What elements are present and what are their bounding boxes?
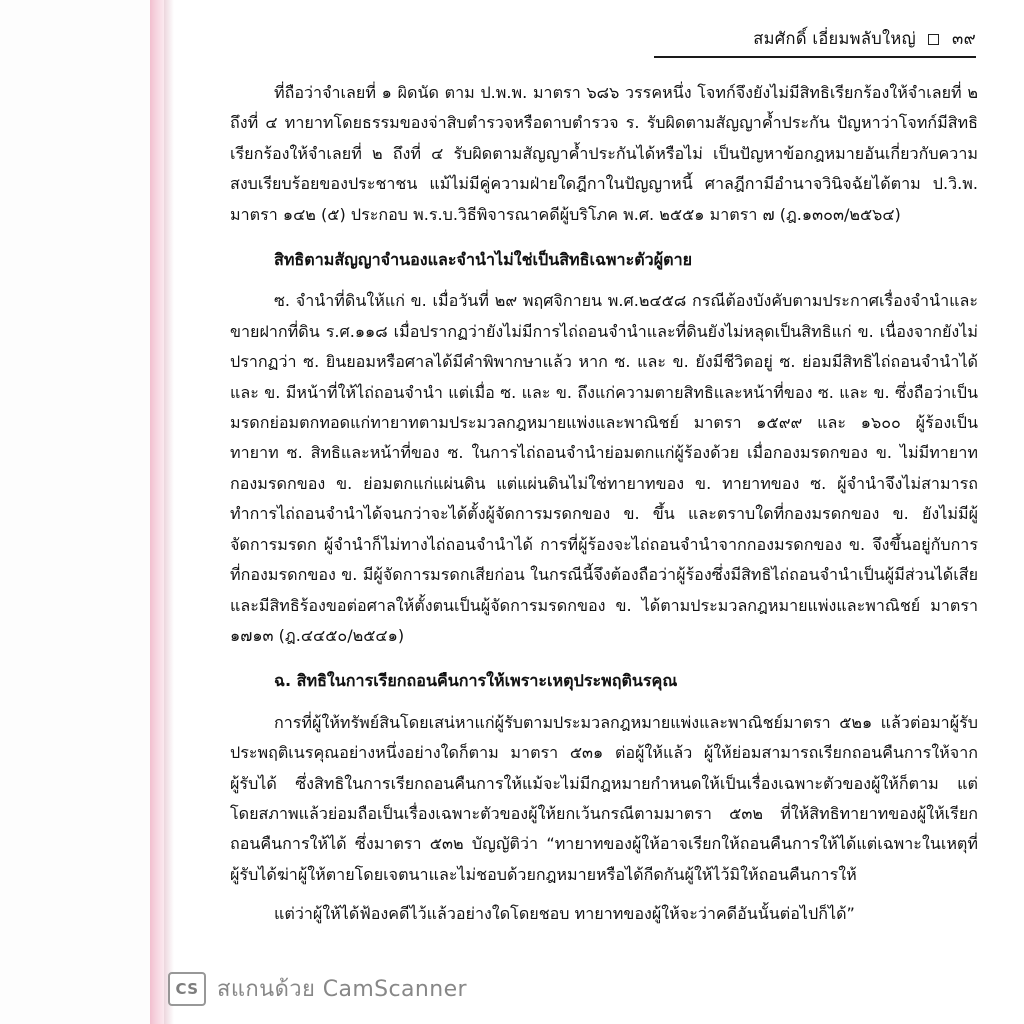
- camscanner-watermark: [168, 971, 467, 1006]
- square-bullet-icon: [928, 34, 939, 45]
- paragraph: การที่ผู้ให้ทรัพย์สินโดยเสน่หาแก่ผู้รับตามประมวลกฎหมายแพ่งและพาณิชย์มาตรา ๕๒๑ แล้วต่อมาผู้รับประพฤติเนรคุณอย่างหนึ่งอย่างใดก็ตาม มาตรา ๕๓๑ ต่อผู้ให้แล้ว ผู้ให้ย่อมสามารถเรียกถอนคืนการให้จากผู้รับได้ ซึ่งสิทธิในการเรียกถอนคืนการให้แม้จะไม่มีกฎหมายกำหนดให้เป็นเรื่องเฉพาะตัวของผู้ให้ก็ตาม แต่โดยสภาพแล้วย่อมถือเป็นเรื่องเฉพาะตัวของผู้ให้ยกเว้นกรณีตามมาตรา ๕๓๒ ที่ให้สิทธิทายาทของผู้ให้เรียกถอนคืนการให้ได้ ซึ่งมาตรา ๕๓๒ บัญญัติว่า “ทายาทของผู้ให้อาจเรียกให้ถอนคืนการให้ได้แต่เฉพาะในเหตุที่ผู้รับได้ฆ่าผู้ให้ตายโดยเจตนาและไม่ชอบด้วยกฎหมายหรือได้กีดกันผู้ให้ไว้มิให้ถอนคืนการให้: [230, 712, 978, 884]
- spacer: [230, 651, 978, 660]
- camscanner-label: สแกนด้วย CamScanner: [217, 977, 467, 1002]
- page-body: [230, 78, 978, 930]
- paragraph: ที่ถือว่าจำเลยที่ ๑ ผิดนัด ตาม ป.พ.พ. มาตรา ๖๘๖ วรรคหนึ่ง โจทก์จึงยังไม่มีสิทธิเรียกร้องให้จำเลยที่ ๒ ถึงที่ ๔ ทายาทโดยธรรมของจ่าสิบตำรวจหรือดาบตำรวจ ร. รับผิดตามสัญญาค้ำประกัน ปัญหาว่าโจทก์มีสิทธิเรียกร้องให้จำเลยที่ ๒ ถึงที่ ๔ รับผิดตามสัญญาค้ำประกันได้หรือไม่ เป็นปัญหาข้อกฎหมายอันเกี่ยวกับความสงบเรียบร้อยของประชาชน แม้ไม่มีคู่ความฝ่ายใดฎีกาในปัญญาหนี้ ศาลฎีกามีอำนาจวินิจฉัยได้ตาม ป.วิ.พ. มาตรา ๑๔๒ (๕) ประกอบ พ.ร.บ.วิธีพิจารณาคดีผู้บริโภค พ.ศ. ๒๕๕๑ มาตรา ๗ (ฎ.๑๓๐๓/๒๕๖๔): [230, 83, 978, 224]
- spacer: [230, 699, 978, 708]
- camscanner-badge-icon: CS: [168, 972, 206, 1006]
- paragraph: ซ. จำนำที่ดินให้แก่ ข. เมื่อวันที่ ๒๙ พฤศจิกายน พ.ศ.๒๔๕๘ กรณีต้องบังคับตามประกาศเรื่องจำนำและขายฝากที่ดิน ร.ศ.๑๑๘ เมื่อปรากฏว่ายังไม่มีการไถ่ถอนจำนำและที่ดินยังไม่หลุดเป็นสิทธิแก่ ข. เนื่องจากยังไม่ปรากฏว่า ซ. ยินยอมหรือศาลได้มีคำพิพากษาแล้ว หาก ซ. และ ข. ยังมีชีวิตอยู่ ซ. ย่อมมีสิทธิไถ่ถอนจำนำได้ และ ข. มีหน้าที่ให้ไถ่ถอนจำนำ แต่เมื่อ ซ. และ ข. ถึงแก่ความตายสิทธิและหน้าที่ของ ซ. และ ข. ซึ่งถือว่าเป็นมรดกย่อมตกทอดแก่ทายาทตามประมวลกฎหมายแพ่งและพาณิชย์ มาตรา ๑๕๙๙ และ ๑๖๐๐ ผู้ร้องเป็นทายาท ซ. สิทธิและหน้าที่ของ ซ. ในการไถ่ถอนจำนำย่อมตกแก่ผู้ร้องด้วย เมื่อกองมรดกของ ข. ไม่มีทายาท กองมรดกของ ข. ย่อมตกแก่แผ่นดิน แต่แผ่นดินไม่ใช่ทายาทของ ข. ทายาทของ ซ. ผู้จำนำจึงไม่สามารถทำการไถ่ถอนจำนำได้จนกว่าจะได้ตั้งผู้จัดการมรดกของ ข. ขึ้น และตราบใดที่กองมรดกของ ข. ยังไม่มีผู้จัดการมรดก ผู้จำนำก็ไม่ทางไถ่ถอนจำนำได้ การที่ผู้ร้องจะไถ่ถอนจำนำจากกองมรดกของ ข. จึงขึ้นอยู่กับการที่กองมรดกของ ข. มีผู้จัดการมรดกเสียก่อน ในกรณีนี้จึงต้องถือว่าผู้ร้องซึ่งมีสิทธิไถ่ถอนจำนำเป็นผู้มีส่วนได้เสียและมีสิทธิร้องขอต่อศาลให้ตั้งตนเป็นผู้จัดการมรดกของ ข. ได้ตามประมวลกฎหมายแพ่งและพาณิชย์ มาตรา ๑๗๑๓ (ฎ.๔๔๕๐/๒๕๔๑): [230, 291, 978, 645]
- book-edge-pink-strip: [150, 0, 164, 1024]
- spacer: [230, 890, 978, 899]
- section-heading: ฉ. สิทธิในการเรียกถอนคืนการให้เพราะเหตุประพฤตินรคุณ: [274, 671, 678, 691]
- section-heading: สิทธิตามสัญญาจำนองและจำนำไม่ใช่เป็นสิทธิเฉพาะตัวผู้ตาย: [274, 250, 693, 270]
- page-header: [222, 26, 976, 52]
- page-number: ๓๙: [952, 29, 976, 48]
- book-edge-shadow: [164, 0, 174, 1024]
- spacer: [230, 277, 978, 286]
- page-sheet: [174, 0, 1024, 1024]
- header-divider: [654, 56, 976, 58]
- spacer: [230, 230, 978, 239]
- paragraph: แต่ว่าผู้ให้ได้ฟ้องคดีไว้แล้วอย่างใดโดยชอบ ทายาทของผู้ให้จะว่าคดีอันนั้นต่อไปก็ได้”: [274, 904, 855, 924]
- header-author: สมศักดิ์ เอี่ยมพลับใหญ่: [753, 29, 916, 48]
- scan-left-margin: [0, 0, 150, 1024]
